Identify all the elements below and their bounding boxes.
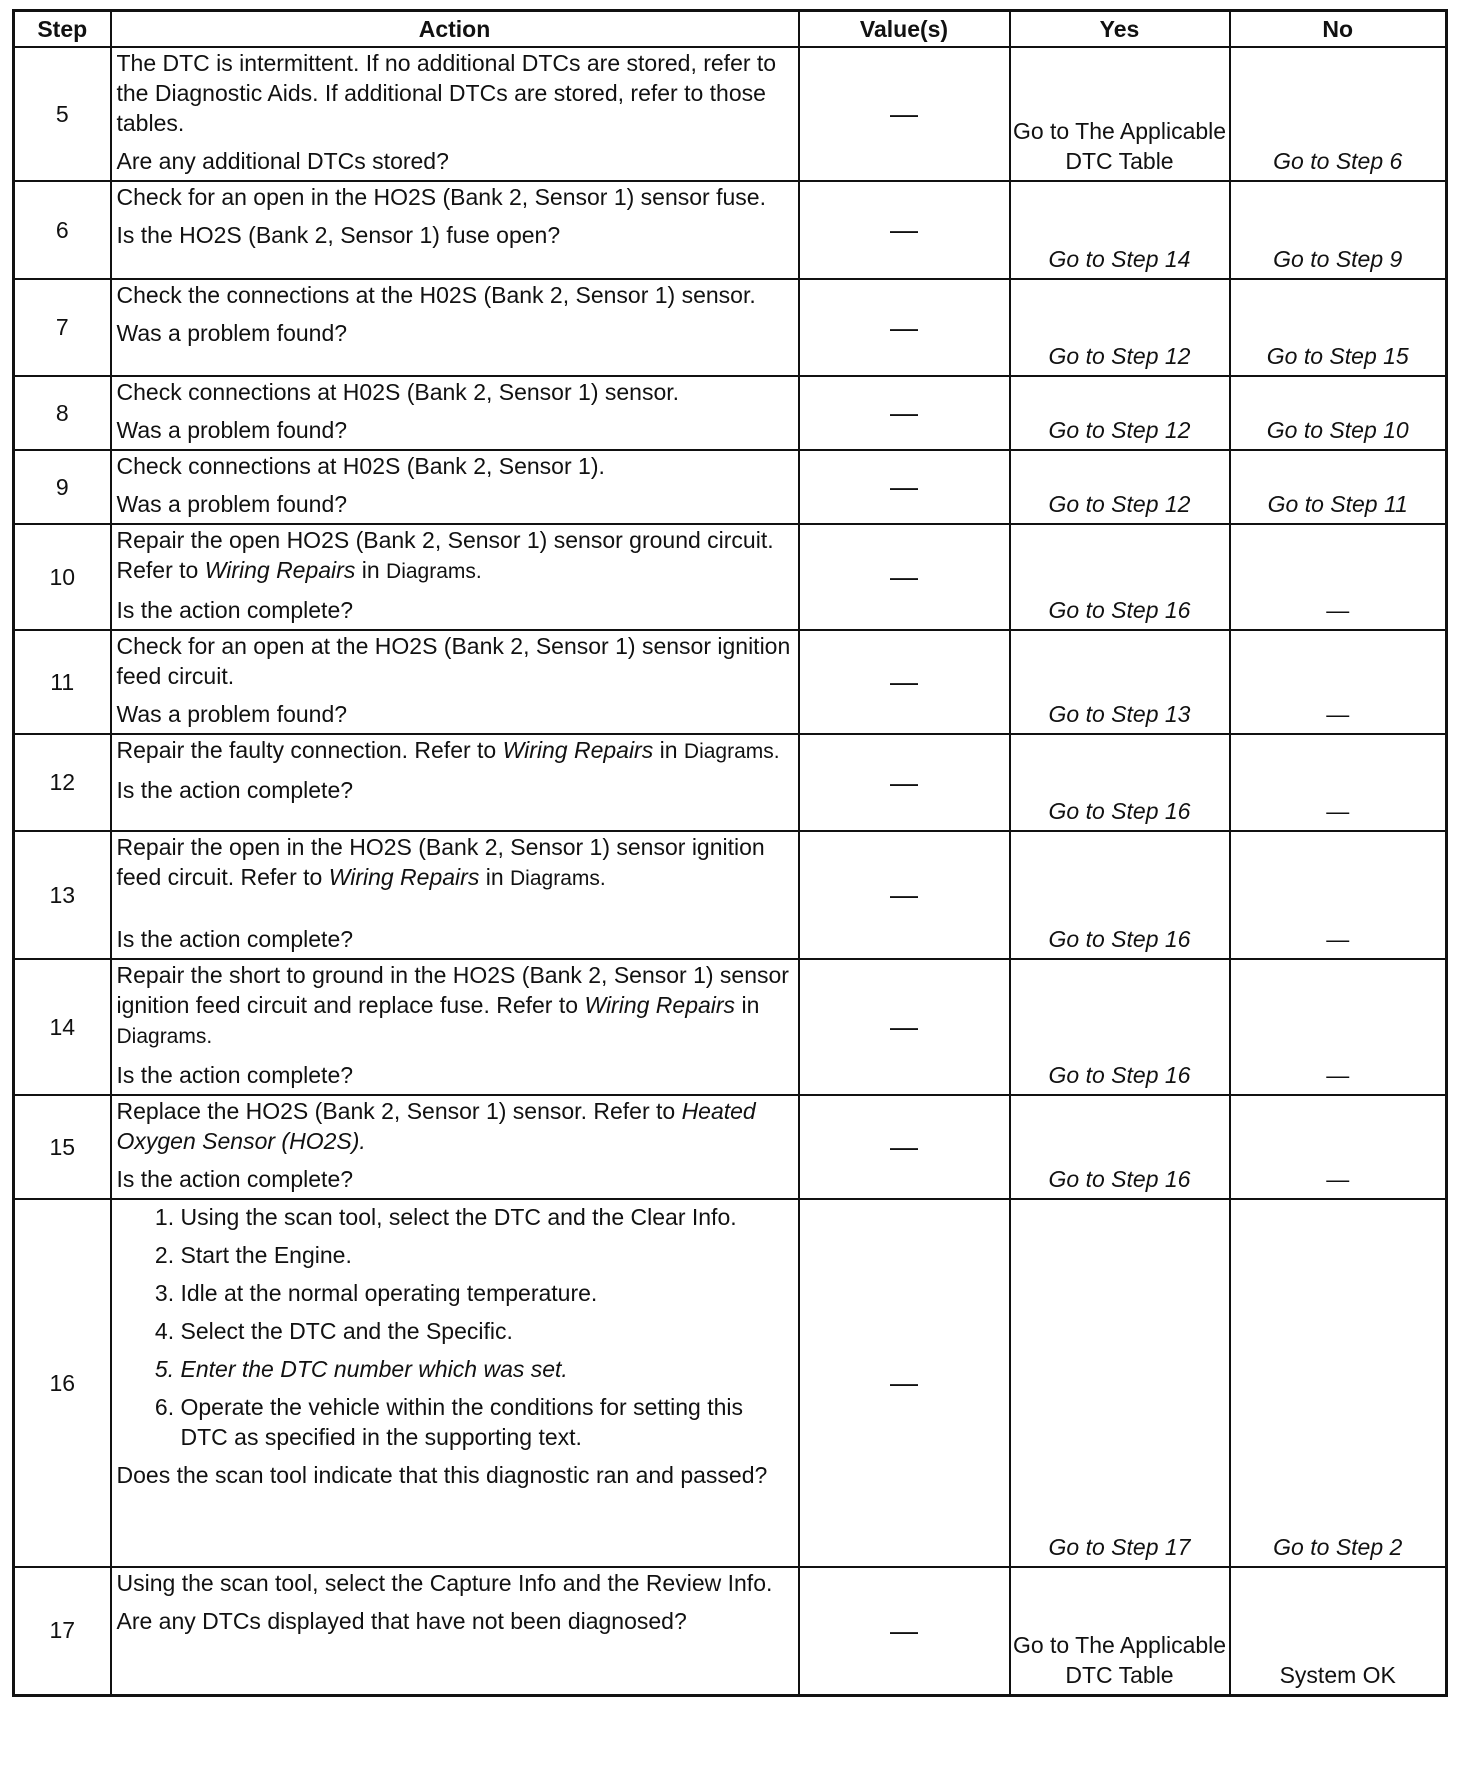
action-cell (111, 450, 799, 524)
step-number: 15 (14, 1095, 111, 1199)
diagrams-reference: Diagrams. (683, 740, 780, 763)
step-number: 14 (14, 959, 111, 1095)
table-row (14, 1199, 1447, 1567)
yes-cell: Go to Step 17 (1010, 1199, 1230, 1567)
table-row (14, 1095, 1447, 1199)
table-row (14, 279, 1447, 376)
action-text: Check connections at H02S (Bank 2, Sensor 1) sensor. (116, 379, 680, 405)
diagrams-reference: Diagrams. (386, 560, 482, 583)
diagrams-reference: Diagrams. (116, 1025, 213, 1048)
no-cell: — (1230, 734, 1447, 831)
procedure-list (117, 1202, 792, 1452)
action-text-part: Replace the HO2S (Bank 2, Sensor 1) sensor. Refer to (116, 1098, 682, 1124)
header-row (14, 11, 1447, 48)
no-cell: Go to Step 15 (1230, 279, 1447, 376)
value-cell: — (799, 734, 1010, 831)
no-cell: Go to Step 2 (1230, 1199, 1447, 1567)
value-cell: — (799, 1095, 1010, 1199)
table-row (14, 47, 1447, 181)
no-cell: Go to Step 9 (1230, 181, 1447, 279)
action-text (117, 832, 792, 894)
action-text: Check connections at H02S (Bank 2, Sensor 1). (116, 453, 605, 479)
action-cell (111, 630, 799, 734)
yes-cell: Go to The Applicable DTC Table (1010, 1567, 1230, 1695)
no-cell: System OK (1230, 1567, 1447, 1695)
action-text-part: in (735, 992, 760, 1018)
no-cell: — (1230, 524, 1447, 630)
wiring-repairs-reference: Wiring Repairs (584, 992, 736, 1018)
value-cell: — (799, 524, 1010, 630)
action-cell (111, 1567, 799, 1695)
procedure-step: 3. Idle at the normal operating temperature. (181, 1278, 792, 1308)
action-text: Check for an open in the HO2S (Bank 2, Sensor 1) sensor fuse. (116, 184, 766, 210)
action-text-part: Repair the open in the HO2S (Bank 2, Sensor 1) sensor ignition feed circuit. Refer to (116, 834, 765, 890)
diagrams-reference: Diagrams. (510, 867, 606, 890)
action-question: Does the scan tool indicate that this diagnostic ran and passed? (116, 1462, 768, 1488)
yes-cell: Go to Step 12 (1010, 279, 1230, 376)
action-cell (111, 181, 799, 279)
action-text-part: Repair the faulty connection. Refer to (116, 737, 503, 763)
action-question: Are any additional DTCs stored? (116, 148, 449, 174)
action-question: Was a problem found? (116, 417, 348, 443)
header-step: Step (14, 11, 111, 48)
action-cell (111, 1095, 799, 1199)
no-cell: Go to Step 10 (1230, 376, 1447, 450)
wiring-repairs-reference: Wiring Repairs (328, 864, 480, 890)
action-text-part: in (479, 864, 511, 890)
action-text: Check the connections at the H02S (Bank 2, Sensor 1) sensor. (116, 282, 756, 308)
yes-cell: Go to Step 14 (1010, 181, 1230, 279)
table-row (14, 630, 1447, 734)
action-cell (111, 959, 799, 1095)
yes-cell: Go to Step 16 (1010, 524, 1230, 630)
action-question: Was a problem found? (116, 491, 348, 517)
table-row (14, 959, 1447, 1095)
procedure-step: 1. Using the scan tool, select the DTC and the Clear Info. (181, 1202, 792, 1232)
action-question: Are any DTCs displayed that have not been diagnosed? (116, 1608, 687, 1634)
action-text: Check for an open at the HO2S (Bank 2, Sensor 1) sensor ignition feed circuit. (116, 633, 791, 689)
yes-cell: Go to Step 16 (1010, 831, 1230, 959)
procedure-step: 6. Operate the vehicle within the conditions for setting this DTC as specified in the supporting text. (181, 1392, 792, 1452)
value-cell: — (799, 181, 1010, 279)
value-cell: — (799, 47, 1010, 181)
action-text-part: in (355, 557, 387, 583)
action-question: Was a problem found? (116, 701, 348, 727)
action-text (117, 960, 792, 1052)
value-cell: — (799, 831, 1010, 959)
no-cell: — (1230, 959, 1447, 1095)
procedure-step: 4. Select the DTC and the Specific. (181, 1316, 792, 1346)
step-number: 7 (14, 279, 111, 376)
value-cell: — (799, 1199, 1010, 1567)
value-cell: — (799, 450, 1010, 524)
action-question: Is the action complete? (116, 926, 354, 952)
action-cell (111, 524, 799, 630)
yes-cell: Go to Step 12 (1010, 450, 1230, 524)
action-question: Is the action complete? (116, 1062, 354, 1088)
action-text (117, 525, 792, 587)
action-cell (111, 376, 799, 450)
step-number: 12 (14, 734, 111, 831)
step-number: 6 (14, 181, 111, 279)
action-text-part: in (653, 737, 684, 763)
yes-cell: Go to Step 13 (1010, 630, 1230, 734)
action-question: Is the action complete? (116, 1166, 354, 1192)
header-action: Action (111, 11, 799, 48)
action-cell (111, 1199, 799, 1567)
action-question: Is the action complete? (116, 777, 354, 803)
step-number: 17 (14, 1567, 111, 1695)
step-number: 16 (14, 1199, 111, 1567)
heated-oxygen-sensor-reference: Heated Oxygen Sensor (HO2S). (116, 1098, 756, 1154)
step-number: 5 (14, 47, 111, 181)
action-text: The DTC is intermittent. If no additional DTCs are stored, refer to the Diagnostic Aids. If additional DTCs are stored, refer to those tables. (116, 50, 777, 136)
table-row (14, 450, 1447, 524)
action-cell (111, 279, 799, 376)
action-text (117, 735, 792, 767)
action-text: Using the scan tool, select the Capture Info and the Review Info. (116, 1570, 773, 1596)
step-number: 8 (14, 376, 111, 450)
step-number: 13 (14, 831, 111, 959)
procedure-step: 5. Enter the DTC number which was set. (181, 1354, 792, 1384)
no-cell: Go to Step 11 (1230, 450, 1447, 524)
table-row (14, 376, 1447, 450)
action-cell (111, 47, 799, 181)
yes-cell: Go to Step 16 (1010, 959, 1230, 1095)
header-yes: Yes (1010, 11, 1230, 48)
diagnostic-table (12, 9, 1448, 1697)
procedure-step: 2. Start the Engine. (181, 1240, 792, 1270)
table-row (14, 831, 1447, 959)
header-no: No (1230, 11, 1447, 48)
table-row (14, 1567, 1447, 1695)
value-cell: — (799, 630, 1010, 734)
value-cell: — (799, 279, 1010, 376)
action-text-part: Repair the short to ground in the HO2S (Bank 2, Sensor 1) sensor ignition feed circuit and replace fuse. Refer to (116, 962, 789, 1018)
no-cell: — (1230, 831, 1447, 959)
action-question: Was a problem found? (116, 320, 348, 346)
header-values: Value(s) (799, 11, 1010, 48)
wiring-repairs-reference: Wiring Repairs (204, 557, 356, 583)
step-number: 9 (14, 450, 111, 524)
action-cell (111, 734, 799, 831)
step-number: 10 (14, 524, 111, 630)
value-cell: — (799, 1567, 1010, 1695)
yes-cell: Go to The Applicable DTC Table (1010, 47, 1230, 181)
value-cell: — (799, 376, 1010, 450)
no-cell: Go to Step 6 (1230, 47, 1447, 181)
action-cell (111, 831, 799, 959)
action-question: Is the HO2S (Bank 2, Sensor 1) fuse open? (116, 222, 561, 248)
table-row (14, 524, 1447, 630)
no-cell: — (1230, 1095, 1447, 1199)
action-question: Is the action complete? (116, 597, 354, 623)
step-number: 11 (14, 630, 111, 734)
yes-cell: Go to Step 12 (1010, 376, 1230, 450)
action-text-part: Repair the open HO2S (Bank 2, Sensor 1) sensor ground circuit. Refer to (116, 527, 774, 583)
action-text (117, 1096, 792, 1156)
table-row (14, 734, 1447, 831)
no-cell: — (1230, 630, 1447, 734)
yes-cell: Go to Step 16 (1010, 734, 1230, 831)
table-row (14, 181, 1447, 279)
yes-cell: Go to Step 16 (1010, 1095, 1230, 1199)
wiring-repairs-reference: Wiring Repairs (502, 737, 654, 763)
value-cell: — (799, 959, 1010, 1095)
